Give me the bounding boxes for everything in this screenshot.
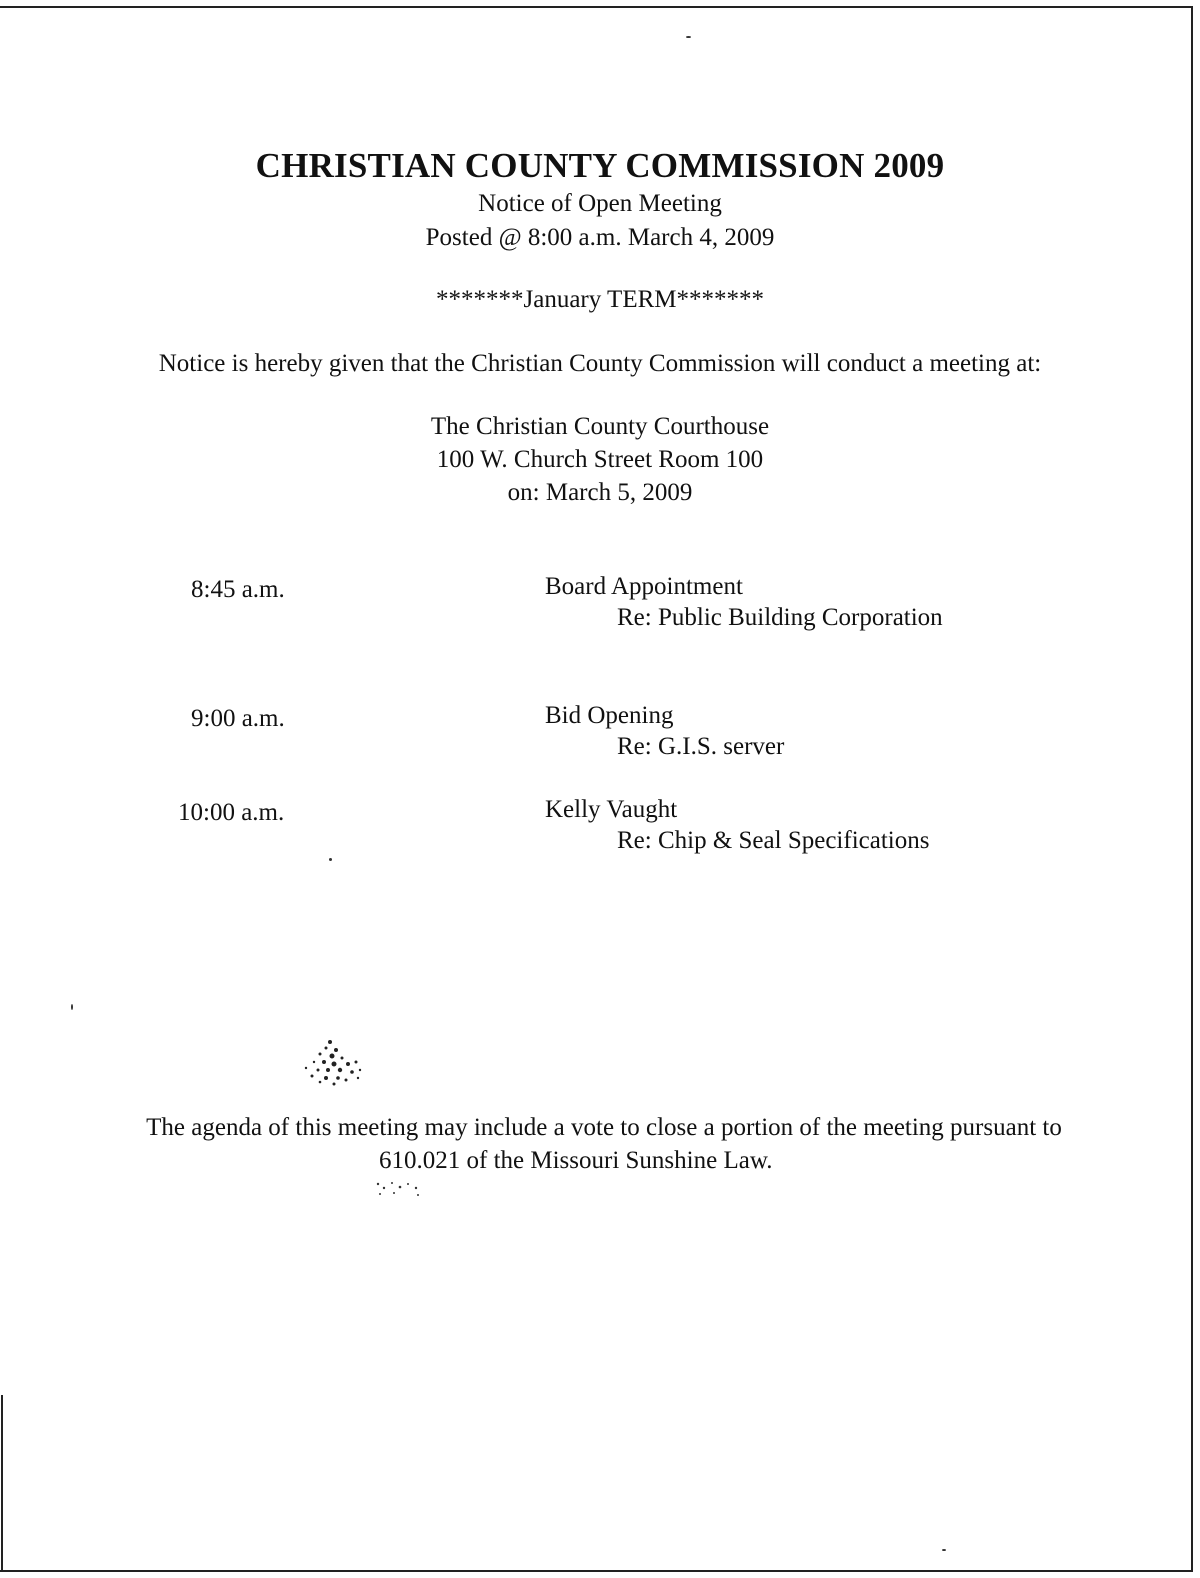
scan-speck bbox=[686, 36, 691, 38]
scan-speck bbox=[329, 858, 332, 861]
page-border-top bbox=[0, 6, 1192, 8]
scan-speck bbox=[71, 1004, 73, 1010]
agenda-item: Bid Opening bbox=[545, 702, 674, 729]
page-border-left bbox=[1, 1395, 3, 1572]
agenda-item: Board Appointment bbox=[545, 573, 743, 600]
term-line: *******January TERM******* bbox=[436, 286, 764, 313]
notice-subtitle: Notice of Open Meeting bbox=[478, 190, 722, 217]
footer-line-2: 610.021 of the Missouri Sunshine Law. bbox=[379, 1147, 773, 1174]
agenda-time: 8:45 a.m. bbox=[191, 576, 285, 603]
meeting-date: on: March 5, 2009 bbox=[507, 479, 693, 506]
footer-line-1: The agenda of this meeting may include a vote to close a portion of the meeting pursuant to bbox=[146, 1114, 1062, 1141]
location-address: 100 W. Church Street Room 100 bbox=[436, 446, 764, 473]
document-title: CHRISTIAN COUNTY COMMISSION 2009 bbox=[255, 146, 945, 185]
agenda-re: Re: G.I.S. server bbox=[617, 733, 785, 760]
agenda-time: 10:00 a.m. bbox=[178, 799, 285, 826]
scan-speck bbox=[942, 1549, 946, 1551]
scan-artifact bbox=[372, 1178, 428, 1200]
page-border-bottom bbox=[0, 1570, 1193, 1572]
agenda-time: 9:00 a.m. bbox=[191, 705, 285, 732]
location-name: The Christian County Courthouse bbox=[430, 413, 770, 440]
agenda-item: Kelly Vaught bbox=[545, 796, 678, 823]
agenda-re: Re: Public Building Corporation bbox=[617, 604, 943, 631]
posted-line: Posted @ 8:00 a.m. March 4, 2009 bbox=[425, 224, 775, 251]
notice-intro: Notice is hereby given that the Christian County Commission will conduct a meeting at: bbox=[158, 350, 1042, 377]
agenda-re: Re: Chip & Seal Specifications bbox=[617, 827, 930, 854]
scan-artifact bbox=[296, 1036, 366, 1090]
